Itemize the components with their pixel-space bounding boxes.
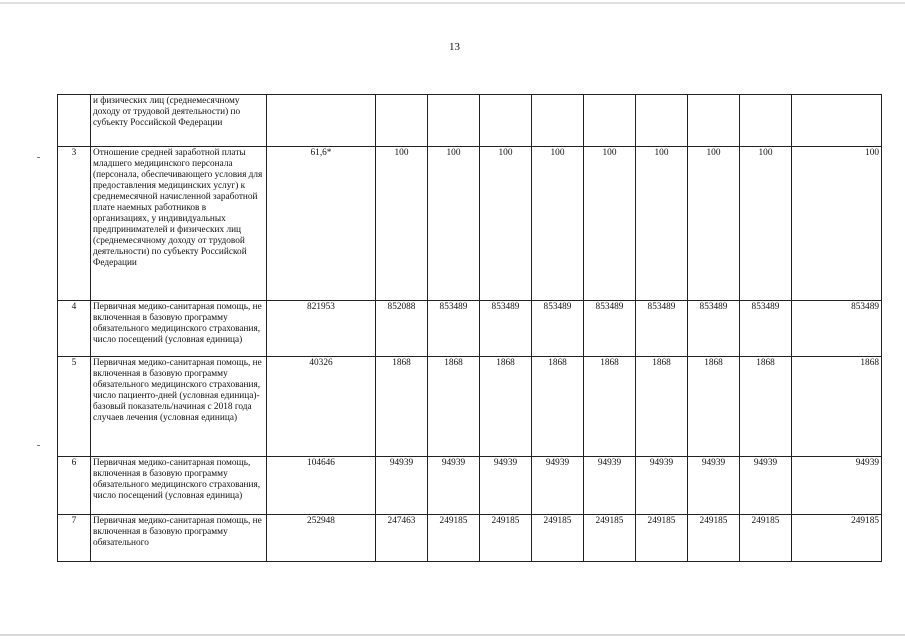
value-cell: 249185 xyxy=(688,515,740,562)
value-cell: 104646 xyxy=(267,457,376,515)
indicator-description: Первичная медико-санитарная помощь, не включенная в базовую программу обязательного медицинского страхования, число пациенто-дней (условная единица)-базовый показатель/начиная с 2018 года случаев лечения (условная единица) xyxy=(91,357,267,457)
value-cell: 94939 xyxy=(428,457,480,515)
value-cell: 853489 xyxy=(584,301,636,357)
value-cell: 94939 xyxy=(532,457,584,515)
value-cell: 853489 xyxy=(688,301,740,357)
value-cell: 100 xyxy=(532,147,584,301)
row-number: 6 xyxy=(58,457,91,515)
value-cell xyxy=(480,95,532,147)
value-cell xyxy=(376,95,428,147)
value-cell: 100 xyxy=(376,147,428,301)
row-number: 5 xyxy=(58,357,91,457)
indicator-table xyxy=(57,94,882,562)
value-cell: 252948 xyxy=(267,515,376,562)
margin-mark xyxy=(37,445,40,446)
indicator-description: Первичная медико-санитарная помощь, не включенная в базовую программу обязательного медицинского страхования, число посещений (условная единица) xyxy=(91,301,267,357)
table-row xyxy=(58,301,882,357)
row-number: 7 xyxy=(58,515,91,562)
indicator-description: Первичная медико-санитарная помощь, не включенная в базовую программу обязательного xyxy=(91,515,267,562)
value-cell: 100 xyxy=(584,147,636,301)
value-cell: 853489 xyxy=(480,301,532,357)
table-row xyxy=(58,515,882,562)
value-cell: 249185 xyxy=(584,515,636,562)
value-cell: 1868 xyxy=(428,357,480,457)
value-cell: 249185 xyxy=(636,515,688,562)
value-cell: 1868 xyxy=(792,357,882,457)
value-cell xyxy=(267,95,376,147)
value-cell: 247463 xyxy=(376,515,428,562)
value-cell xyxy=(688,95,740,147)
value-cell: 100 xyxy=(792,147,882,301)
scan-top-edge xyxy=(0,2,905,4)
value-cell: 94939 xyxy=(636,457,688,515)
value-cell: 100 xyxy=(428,147,480,301)
margin-mark xyxy=(37,157,40,158)
value-cell: 100 xyxy=(480,147,532,301)
value-cell: 249185 xyxy=(532,515,584,562)
indicator-description: и физических лиц (среднемесячному доходу от трудовой деятельности) по субъекту Российской Федерации xyxy=(91,95,267,147)
indicator-description: Первичная медико-санитарная помощь, включенная в базовую программу обязательного медицинского страхования, число посещений (условная единица) xyxy=(91,457,267,515)
table-row xyxy=(58,95,882,147)
value-cell: 94939 xyxy=(376,457,428,515)
value-cell: 853489 xyxy=(636,301,688,357)
value-cell: 1868 xyxy=(532,357,584,457)
value-cell xyxy=(636,95,688,147)
value-cell: 1868 xyxy=(688,357,740,457)
value-cell: 853489 xyxy=(792,301,882,357)
value-cell: 1868 xyxy=(584,357,636,457)
value-cell xyxy=(792,95,882,147)
row-number xyxy=(58,95,91,147)
value-cell: 40326 xyxy=(267,357,376,457)
value-cell: 1868 xyxy=(376,357,428,457)
value-cell: 94939 xyxy=(480,457,532,515)
value-cell: 249185 xyxy=(480,515,532,562)
table-row xyxy=(58,147,882,301)
value-cell: 100 xyxy=(740,147,792,301)
row-number: 3 xyxy=(58,147,91,301)
value-cell: 94939 xyxy=(688,457,740,515)
value-cell xyxy=(532,95,584,147)
table-row xyxy=(58,357,882,457)
value-cell: 94939 xyxy=(584,457,636,515)
value-cell xyxy=(740,95,792,147)
value-cell xyxy=(584,95,636,147)
value-cell: 61,6* xyxy=(267,147,376,301)
value-cell: 853489 xyxy=(740,301,792,357)
value-cell xyxy=(428,95,480,147)
value-cell: 852088 xyxy=(376,301,428,357)
table-row xyxy=(58,457,882,515)
value-cell: 94939 xyxy=(792,457,882,515)
value-cell: 249185 xyxy=(428,515,480,562)
value-cell: 853489 xyxy=(428,301,480,357)
scan-bottom-edge xyxy=(0,634,905,636)
value-cell: 853489 xyxy=(532,301,584,357)
value-cell: 100 xyxy=(636,147,688,301)
value-cell: 249185 xyxy=(740,515,792,562)
value-cell: 249185 xyxy=(792,515,882,562)
row-number: 4 xyxy=(58,301,91,357)
indicator-description: Отношение средней заработной платы младшего медицинского персонала (персонала, обеспечивающего условия для предоставления медицинских услуг) к среднемесячной начисленной заработной плате наемных работников в организациях, у индивидуальных предпринимателей и физических лиц (среднемесячному доходу от трудовой деятельности) по субъекту Российской Федерации xyxy=(91,147,267,301)
value-cell: 821953 xyxy=(267,301,376,357)
value-cell: 100 xyxy=(688,147,740,301)
table-body xyxy=(58,95,882,562)
value-cell: 1868 xyxy=(636,357,688,457)
page-number: 13 xyxy=(449,41,460,53)
value-cell: 1868 xyxy=(740,357,792,457)
value-cell: 94939 xyxy=(740,457,792,515)
value-cell: 1868 xyxy=(480,357,532,457)
